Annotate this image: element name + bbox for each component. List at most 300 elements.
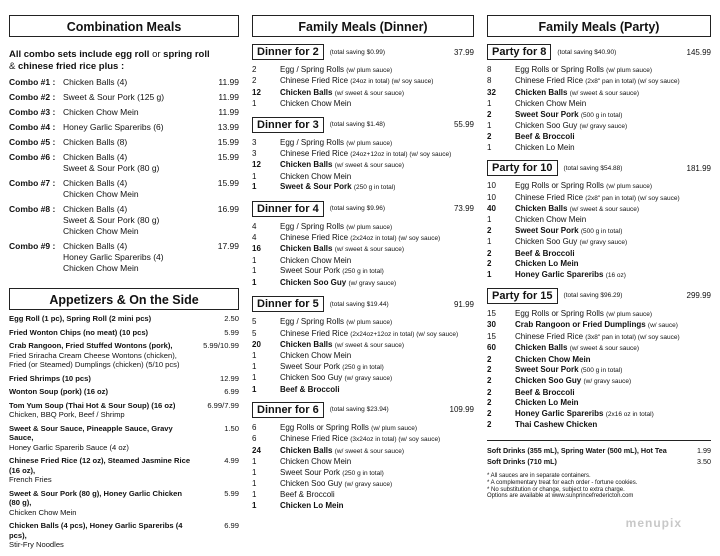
item-quantity: 12 bbox=[252, 160, 261, 170]
combo-line: Honey Garlic Spareribs (4) bbox=[63, 252, 164, 262]
dinner-meal-item bbox=[252, 362, 474, 373]
appetizer-line: Stir-Fry Noodles bbox=[9, 540, 64, 549]
item-name: Chinese Fried Rice bbox=[280, 328, 349, 338]
party-meal-item bbox=[487, 65, 711, 76]
item-name: Chicken Chow Mein bbox=[515, 354, 591, 364]
item-name: Chicken Soo Guy bbox=[515, 237, 578, 247]
party-meal-header bbox=[487, 160, 711, 176]
item-desc bbox=[280, 99, 474, 109]
appetizer-line: Sweet & Sour Pork (80 g), Honey Garlic Chicken (80 g), bbox=[9, 488, 183, 507]
party-meal-header bbox=[487, 44, 711, 60]
dinner-meal-price: 109.99 bbox=[449, 405, 474, 415]
appetizer-price: 4.99 bbox=[224, 456, 239, 465]
item-quantity: 24 bbox=[252, 445, 261, 455]
item-quantity: 1 bbox=[252, 171, 257, 181]
item-desc bbox=[515, 88, 711, 99]
combo-line: Chicken Balls (4) bbox=[63, 152, 128, 162]
combo-name: Combo #6 : bbox=[9, 152, 56, 162]
item-quantity: 5 bbox=[252, 328, 257, 338]
item-name: Chicken Chow Mein bbox=[515, 215, 587, 225]
appetizer-desc bbox=[9, 424, 195, 453]
dinner-meal-item bbox=[252, 222, 474, 233]
item-note: (w/ plum sauce) bbox=[346, 139, 393, 147]
item-quantity: 2 bbox=[487, 109, 492, 119]
item-quantity: 2 bbox=[487, 354, 492, 364]
appetizer-line: Fried (or Steamed) Dumplings (chicken) (5/10 pcs) bbox=[9, 360, 180, 369]
combo-intro-spring: spring roll bbox=[160, 49, 210, 60]
combo-line: Chicken Balls (4) bbox=[63, 241, 128, 251]
item-quantity: 3 bbox=[252, 137, 257, 147]
item-name: Chicken Soo Guy bbox=[515, 376, 582, 386]
item-note: (2x24oz+12oz in total) (w/ soy sauce) bbox=[350, 330, 459, 338]
item-quantity: 10 bbox=[487, 192, 496, 202]
party-meal-items bbox=[487, 309, 711, 430]
appetizer-desc bbox=[9, 328, 195, 338]
drink-label: Soft Drinks (355 mL), Spring Water (500 mL), Hot Tea bbox=[487, 446, 667, 456]
item-desc bbox=[515, 237, 711, 248]
appetizer-item bbox=[9, 341, 239, 370]
combo-item bbox=[9, 92, 239, 103]
item-name: Beef & Broccoli bbox=[280, 490, 335, 500]
dinner-meal-item bbox=[252, 317, 474, 328]
item-desc bbox=[515, 121, 711, 132]
item-name: Chicken Chow Mein bbox=[280, 171, 352, 181]
item-quantity: 5 bbox=[252, 317, 257, 327]
party-meal-items bbox=[487, 65, 711, 153]
item-quantity: 4 bbox=[252, 221, 257, 231]
item-name: Egg Rolls or Spring Rolls bbox=[280, 422, 369, 432]
combo-line: Chicken Chow Mein bbox=[63, 226, 139, 236]
appetizer-item bbox=[9, 456, 239, 485]
party-meal-item bbox=[487, 237, 711, 248]
item-desc bbox=[515, 343, 711, 354]
dinner-meal-item bbox=[252, 385, 474, 395]
appetizer-price: 5.99/10.99 bbox=[203, 341, 239, 350]
item-note: (w/ plum sauce) bbox=[346, 223, 393, 231]
item-desc bbox=[280, 76, 474, 87]
dinner-meal-items bbox=[252, 222, 474, 289]
dinner-meal-item bbox=[252, 138, 474, 149]
dinner-meal-saving: (total saving $9.96) bbox=[329, 205, 386, 213]
dinner-meal-price: 73.99 bbox=[453, 204, 474, 214]
item-name: Chicken Chow Mein bbox=[280, 99, 352, 109]
item-desc bbox=[515, 249, 711, 259]
party-meal-items bbox=[487, 181, 711, 281]
appetizer-line: Sweet & Sour Sauce, Pineapple Sauce, Gravy Sauce, bbox=[9, 423, 173, 442]
family-party-header: Family Meals (Party) bbox=[487, 15, 711, 37]
watermark: menupix bbox=[625, 516, 682, 530]
item-quantity: 1 bbox=[487, 237, 492, 247]
item-desc bbox=[515, 332, 711, 343]
item-quantity: 6 bbox=[252, 434, 257, 444]
item-desc bbox=[280, 222, 474, 233]
item-desc bbox=[280, 256, 474, 266]
item-desc bbox=[280, 149, 474, 160]
item-note: (3x24oz in total) (w/ soy sauce) bbox=[350, 436, 441, 444]
item-name: Chicken Balls bbox=[515, 204, 568, 214]
item-quantity: 15 bbox=[487, 308, 496, 318]
dinner-meal-item bbox=[252, 233, 474, 244]
appetizer-desc bbox=[9, 341, 195, 370]
item-note: (w/ sweet & sour sauce) bbox=[334, 162, 405, 170]
family-dinner-header: Family Meals (Dinner) bbox=[252, 15, 474, 37]
combo-intro bbox=[9, 49, 239, 73]
item-desc bbox=[280, 457, 474, 467]
item-name: Honey Garlic Spareribs bbox=[515, 408, 604, 418]
party-list bbox=[487, 44, 711, 430]
item-quantity: 2 bbox=[487, 398, 492, 408]
dinner-meal-item bbox=[252, 182, 474, 193]
party-column bbox=[487, 15, 711, 500]
item-quantity: 1 bbox=[487, 121, 492, 131]
dinner-meal-item bbox=[252, 373, 474, 384]
party-meal-saving: (total saving $54.88) bbox=[563, 164, 623, 172]
item-desc bbox=[515, 409, 711, 420]
item-desc bbox=[515, 76, 711, 87]
appetizer-desc bbox=[9, 521, 195, 550]
appetizer-line: Chicken, BBQ Pork, Beef / Shrimp bbox=[9, 410, 125, 419]
combo-item bbox=[9, 178, 239, 200]
dinner-meal-item bbox=[252, 351, 474, 361]
appetizer-line: Chicken Balls (4 pcs), Honey Garlic Spareribs (4 pcs), bbox=[9, 521, 183, 540]
appetizer-desc bbox=[9, 374, 195, 384]
appetizer-price: 6.99 bbox=[224, 387, 239, 396]
item-desc bbox=[280, 88, 474, 99]
drink-item bbox=[487, 456, 711, 467]
item-desc bbox=[280, 278, 474, 289]
item-note: (2x8" pan in total) (w/ soy sauce) bbox=[585, 194, 680, 202]
dinner-meal-saving: (total saving $1.48) bbox=[329, 121, 386, 129]
appetizer-list bbox=[9, 314, 239, 550]
party-meal-price: 145.99 bbox=[686, 47, 711, 57]
item-name: Thai Cashew Chicken bbox=[515, 419, 598, 429]
combo-line: Chicken Balls (4) bbox=[63, 204, 128, 214]
party-meal-item bbox=[487, 226, 711, 237]
combo-name: Combo #1 : bbox=[9, 77, 56, 87]
party-meal-item bbox=[487, 409, 711, 420]
item-desc bbox=[280, 138, 474, 149]
appetizer-item bbox=[9, 374, 239, 384]
item-note: (w/ sweet & sour sauce) bbox=[334, 341, 405, 349]
appetizer-price: 12.99 bbox=[219, 373, 239, 383]
item-desc bbox=[280, 317, 474, 328]
combination-column bbox=[9, 15, 239, 550]
dinner-meal-item bbox=[252, 88, 474, 99]
item-desc bbox=[280, 340, 474, 351]
item-desc bbox=[280, 373, 474, 384]
item-desc bbox=[280, 160, 474, 171]
combo-name: Combo #5 : bbox=[9, 137, 56, 147]
appetizer-line: Egg Roll (1 pc), Spring Roll (2 mini pcs) bbox=[9, 314, 152, 323]
item-note: (2x24oz in total) (w/ soy sauce) bbox=[350, 235, 441, 243]
item-note: (w/ plum sauce) bbox=[346, 319, 393, 327]
combo-item bbox=[9, 204, 239, 237]
item-note: (w/ sweet & sour sauce) bbox=[334, 89, 405, 97]
party-meal-item bbox=[487, 355, 711, 365]
combo-line: Chicken Chow Mein bbox=[63, 189, 139, 199]
combo-desc bbox=[63, 178, 201, 200]
item-name: Crab Rangoon or Fried Dumplings bbox=[515, 320, 646, 330]
appetizer-line: Honey Garlic Sparerib Sauce (4 oz) bbox=[9, 442, 129, 452]
combo-desc bbox=[63, 241, 201, 274]
combo-intro-line2: chinese fried rice plus : bbox=[17, 61, 125, 72]
dinner-meal-item bbox=[252, 446, 474, 457]
item-desc bbox=[515, 226, 711, 237]
appetizer-item bbox=[9, 387, 239, 397]
item-name: Chicken Balls bbox=[280, 160, 333, 170]
item-quantity: 1 bbox=[252, 384, 257, 394]
item-name: Egg Rolls or Spring Rolls bbox=[515, 308, 604, 318]
appetizer-line: Chicken Chow Mein bbox=[9, 507, 77, 517]
combo-price: 15.99 bbox=[217, 152, 239, 162]
item-desc bbox=[515, 398, 711, 408]
dinner-meal-item bbox=[252, 65, 474, 76]
party-meal-item bbox=[487, 259, 711, 269]
party-meal-item bbox=[487, 193, 711, 204]
party-meal-price: 181.99 bbox=[686, 163, 711, 173]
drink-price: 3.50 bbox=[697, 457, 711, 467]
drink-price: 1.99 bbox=[697, 446, 711, 456]
combo-desc bbox=[63, 204, 201, 237]
combo-line: Chicken Balls (8) bbox=[63, 137, 128, 147]
item-desc bbox=[515, 181, 711, 192]
party-meal-item bbox=[487, 332, 711, 343]
item-name: Chicken Lo Mein bbox=[515, 398, 579, 408]
item-desc bbox=[515, 355, 711, 365]
drink-label: Soft Drinks (710 mL) bbox=[487, 457, 557, 467]
item-desc bbox=[280, 446, 474, 457]
item-quantity: 2 bbox=[252, 65, 257, 74]
combo-price: 11.99 bbox=[218, 107, 239, 117]
appetizer-price: 5.99 bbox=[224, 327, 239, 337]
combo-intro-amp: & bbox=[9, 61, 18, 72]
item-note: (250 g in total) bbox=[342, 469, 384, 477]
item-desc bbox=[280, 351, 474, 361]
item-quantity: 1 bbox=[252, 351, 257, 361]
item-quantity: 1 bbox=[252, 361, 257, 371]
dinner-meal-item bbox=[252, 76, 474, 87]
item-note: (2x16 oz in total) bbox=[605, 410, 654, 418]
dinner-meal-saving: (total saving $23.94) bbox=[329, 406, 389, 414]
item-desc bbox=[515, 259, 711, 269]
item-desc bbox=[515, 309, 711, 320]
item-desc bbox=[515, 204, 711, 215]
item-name: Beef & Broccoli bbox=[515, 132, 575, 142]
dinner-meal-header bbox=[252, 201, 474, 217]
item-quantity: 2 bbox=[487, 408, 492, 418]
item-quantity: 2 bbox=[487, 419, 492, 429]
item-name: Egg / Spring Rolls bbox=[280, 221, 345, 231]
party-meal-item bbox=[487, 215, 711, 225]
item-quantity: 1 bbox=[252, 373, 257, 383]
combo-item bbox=[9, 122, 239, 133]
item-desc bbox=[280, 362, 474, 373]
item-note: (w/ plum sauce) bbox=[346, 67, 393, 74]
item-desc bbox=[280, 65, 474, 76]
item-desc bbox=[280, 233, 474, 244]
item-quantity: 16 bbox=[252, 244, 261, 254]
combo-line: Chicken Balls (4) bbox=[63, 77, 128, 87]
note-line: * All sauces are in separate containers. bbox=[487, 473, 591, 480]
dinner-meal-item bbox=[252, 160, 474, 171]
dinner-meal-saving: (total saving $19.44) bbox=[329, 300, 389, 308]
appetizer-item bbox=[9, 328, 239, 338]
item-note: (2x8" pan in total) (w/ soy sauce) bbox=[585, 78, 680, 86]
item-desc bbox=[515, 320, 711, 331]
item-quantity: 1 bbox=[487, 142, 492, 152]
item-note: (500 g in total) bbox=[580, 111, 623, 119]
combo-price: 15.99 bbox=[217, 178, 239, 188]
item-name: Egg Rolls or Spring Rolls bbox=[515, 65, 604, 74]
party-meal-item bbox=[487, 365, 711, 376]
note-line: Options are available at www.sunprincefredericton.com bbox=[487, 493, 634, 500]
combo-line: Chicken Balls (4) bbox=[63, 178, 128, 188]
dinner-meal-item bbox=[252, 457, 474, 467]
item-note: (w/ plum sauce) bbox=[606, 310, 653, 318]
combo-price: 11.99 bbox=[218, 92, 239, 102]
item-desc bbox=[515, 365, 711, 376]
appetizer-line: Tom Yum Soup (Thai Hot & Sour Soup) (16 oz) bbox=[9, 400, 176, 410]
item-quantity: 1 bbox=[487, 99, 492, 109]
item-desc bbox=[515, 376, 711, 387]
appetizer-line: Wonton Soup (pork) (16 oz) bbox=[9, 387, 108, 396]
item-note: (w/ gravy sauce) bbox=[579, 123, 628, 131]
item-quantity: 2 bbox=[487, 376, 492, 386]
item-name: Chinese Fried Rice bbox=[280, 233, 349, 243]
appetizer-item bbox=[9, 401, 239, 420]
item-quantity: 3 bbox=[252, 149, 257, 159]
item-note: (24oz in total) (w/ soy sauce) bbox=[350, 78, 434, 86]
dinner-meal-item bbox=[252, 490, 474, 500]
party-meal-item bbox=[487, 99, 711, 109]
item-name: Sweet Sour Pork bbox=[515, 364, 579, 374]
item-note: (w/ plum sauce) bbox=[606, 183, 653, 191]
item-quantity: 10 bbox=[487, 181, 496, 191]
item-name: Chicken Chow Mein bbox=[280, 255, 352, 265]
item-name: Chinese Fried Rice bbox=[515, 76, 584, 86]
dinner-meal-item bbox=[252, 266, 474, 277]
item-name: Chicken Chow Mein bbox=[280, 351, 352, 361]
item-quantity: 1 bbox=[252, 467, 257, 477]
item-name: Sweet Sour Pork bbox=[280, 266, 341, 276]
combo-item bbox=[9, 77, 239, 88]
appetizer-desc bbox=[9, 401, 195, 420]
item-note: (16 oz) bbox=[605, 271, 626, 279]
party-meal-header bbox=[487, 288, 711, 304]
appetizer-price: 1.50 bbox=[224, 423, 239, 433]
party-meal-saving: (total saving $96.29) bbox=[563, 292, 623, 300]
dinner-meal-item bbox=[252, 468, 474, 479]
item-quantity: 1 bbox=[252, 500, 257, 510]
item-desc bbox=[515, 270, 711, 281]
item-quantity: 2 bbox=[487, 364, 492, 374]
item-note: (250 g in total) bbox=[342, 363, 384, 371]
appetizer-desc bbox=[9, 489, 195, 518]
dinner-meal-header bbox=[252, 44, 474, 60]
appetizer-item bbox=[9, 424, 239, 453]
combo-price: 13.99 bbox=[217, 122, 239, 132]
item-quantity: 1 bbox=[252, 182, 257, 192]
combo-desc bbox=[63, 152, 201, 174]
dinner-meal-item bbox=[252, 479, 474, 490]
combo-item bbox=[9, 241, 239, 274]
item-desc bbox=[515, 110, 711, 121]
item-desc bbox=[280, 434, 474, 445]
item-quantity: 4 bbox=[252, 233, 257, 243]
dinner-meal-item bbox=[252, 149, 474, 160]
item-name: Egg / Spring Rolls bbox=[280, 137, 345, 147]
item-note: (500 g in total) bbox=[580, 366, 623, 374]
dinner-meal-name: Dinner for 6 bbox=[252, 402, 324, 418]
item-name: Egg Rolls or Spring Rolls bbox=[515, 181, 604, 191]
combo-price: 15.99 bbox=[217, 137, 239, 147]
combo-item bbox=[9, 107, 239, 118]
combo-desc bbox=[63, 137, 201, 148]
item-desc bbox=[280, 266, 474, 277]
item-desc bbox=[280, 385, 474, 395]
combo-line: Sweet & Sour Pork (80 g) bbox=[63, 215, 160, 225]
item-quantity: 1 bbox=[252, 99, 257, 109]
item-note: (w/ gravy sauce) bbox=[344, 480, 393, 488]
party-meal-item bbox=[487, 249, 711, 259]
item-desc bbox=[515, 65, 711, 76]
appetizers-header: Appetizers & On the Side bbox=[9, 288, 239, 310]
combo-item bbox=[9, 152, 239, 174]
party-meal-item bbox=[487, 376, 711, 387]
combo-intro-or: or bbox=[152, 49, 161, 60]
item-desc bbox=[280, 490, 474, 500]
dinner-meal-price: 37.99 bbox=[453, 47, 474, 57]
party-meal-item bbox=[487, 388, 711, 398]
dinner-meal-header bbox=[252, 402, 474, 418]
item-quantity: 30 bbox=[487, 320, 496, 330]
appetizer-item bbox=[9, 489, 239, 518]
combo-desc bbox=[63, 92, 201, 103]
appetizer-line: Fried Shrimps (10 pcs) bbox=[9, 373, 91, 383]
item-note: (3x8" pan in total) (w/ soy sauce) bbox=[585, 333, 680, 341]
dinner-column bbox=[252, 15, 474, 511]
item-note: (w/ sweet & sour sauce) bbox=[569, 206, 640, 214]
item-desc bbox=[515, 388, 711, 398]
item-note: (24oz+12oz in total) (w/ soy sauce) bbox=[350, 151, 452, 159]
item-name: Chicken Lo Mein bbox=[280, 500, 344, 510]
item-name: Egg / Spring Rolls bbox=[280, 317, 345, 327]
dinner-meal-name: Dinner for 2 bbox=[252, 44, 324, 60]
combo-desc bbox=[63, 107, 201, 118]
drinks-section bbox=[487, 440, 711, 467]
item-quantity: 20 bbox=[252, 339, 261, 349]
dinner-meal-price: 55.99 bbox=[453, 120, 474, 130]
item-name: Chicken Balls bbox=[280, 244, 333, 254]
dinner-meal-item bbox=[252, 278, 474, 289]
dinner-meal-header bbox=[252, 117, 474, 133]
item-quantity: 2 bbox=[252, 76, 257, 86]
item-name: Sweet Sour Pork bbox=[515, 225, 579, 235]
item-note: (250 g in total) bbox=[342, 268, 384, 276]
party-meal-item bbox=[487, 88, 711, 99]
party-meal-name: Party for 8 bbox=[487, 44, 551, 60]
combo-desc bbox=[63, 122, 201, 133]
item-name: Chinese Fried Rice bbox=[280, 434, 349, 444]
party-meal-item bbox=[487, 398, 711, 408]
item-quantity: 8 bbox=[487, 65, 492, 74]
dinner-meal-item bbox=[252, 329, 474, 340]
item-desc bbox=[515, 132, 711, 142]
combination-meals-header: Combination Meals bbox=[9, 15, 239, 37]
item-name: Chicken Balls bbox=[280, 445, 333, 455]
appetizer-price: 2.50 bbox=[224, 314, 239, 323]
dinner-meal-name: Dinner for 3 bbox=[252, 117, 324, 133]
